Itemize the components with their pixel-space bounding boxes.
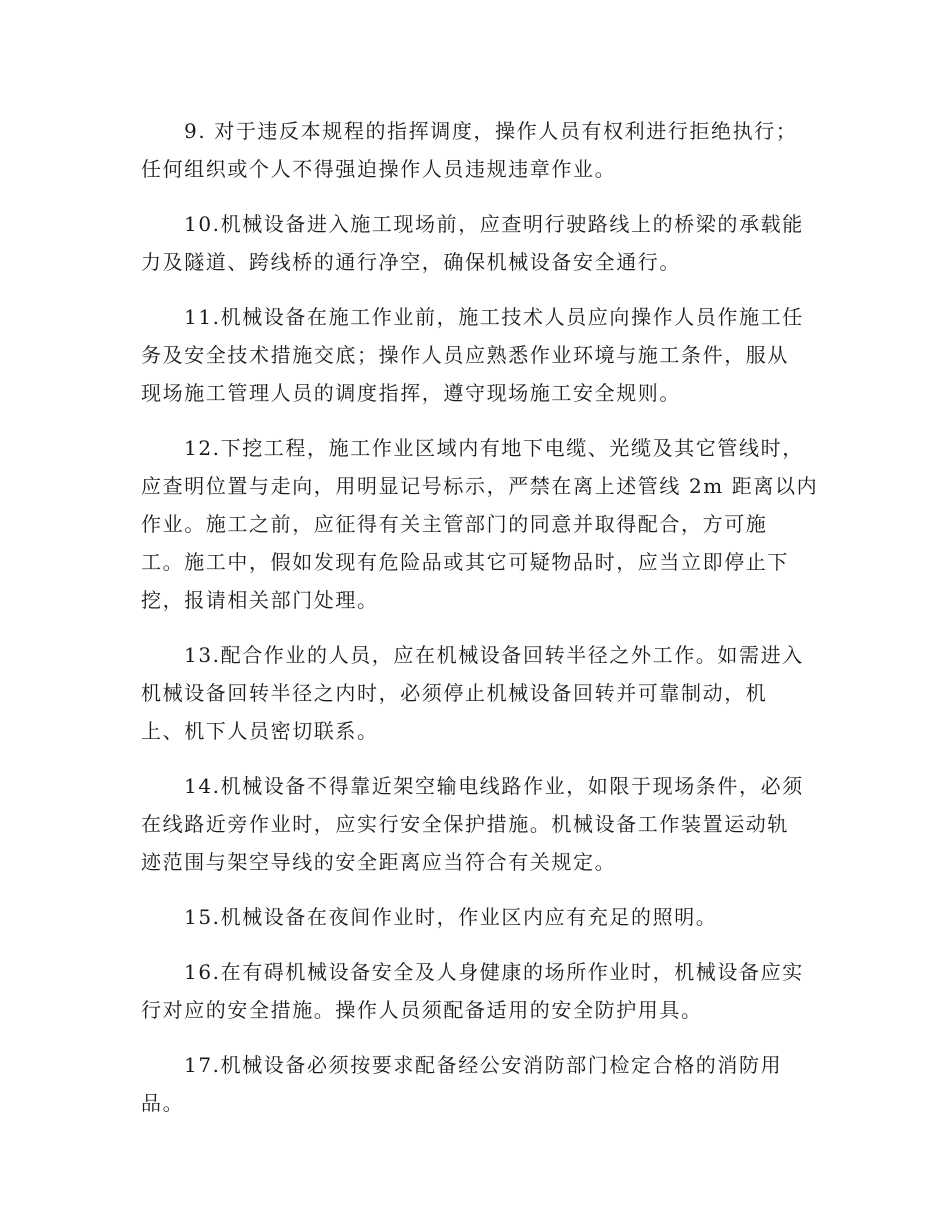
paragraph-14	[141, 767, 811, 881]
paragraph-17	[141, 1046, 811, 1122]
text-line: 务及安全技术措施交底；操作人员应熟悉作业环境与施工条件，服从	[141, 343, 789, 367]
text-line: 工。施工中，假如发现有危险品或其它可疑物品时，应当立即停止下	[141, 550, 789, 574]
text-line: 现场施工管理人员的调度指挥，遵守现场施工安全规则。	[141, 381, 681, 405]
paragraph-13	[141, 636, 811, 750]
text-line: 16.在有碍机械设备安全及人身健康的场所作业时，机械设备应实	[184, 960, 804, 984]
text-line: 挖，报请相关部门处理。	[141, 588, 379, 612]
text-line: 14.机械设备不得靠近架空输电线路作业，如限于现场条件，必须	[184, 774, 804, 798]
text-line: 11.机械设备在施工作业前，施工技术人员应向操作人员作施工任	[184, 305, 804, 329]
text-line: 力及隧道、跨线桥的通行净空，确保机械设备安全通行。	[141, 250, 681, 274]
paragraph-12	[141, 429, 819, 619]
text-line: 12.下挖工程，施工作业区域内有地下电缆、光缆及其它管线时，	[184, 436, 804, 460]
paragraph-11	[141, 298, 811, 412]
document-body	[141, 112, 819, 1139]
text-line: 作业。施工之前，应征得有关主管部门的同意并取得配合，方可施	[141, 512, 768, 536]
text-line: 迹范围与架空导线的安全距离应当符合有关规定。	[141, 850, 617, 874]
text-line: 17.机械设备必须按要求配备经公安消防部门检定合格的消防用	[184, 1053, 783, 1077]
text-line: 上、机下人员密切联系。	[141, 719, 379, 743]
paragraph-10	[141, 205, 811, 281]
text-line: 9. 对于违反本规程的指挥调度，操作人员有权利进行拒绝执行；	[184, 119, 798, 143]
text-line: 10.机械设备进入施工现场前，应查明行驶路线上的桥梁的承载能	[184, 212, 804, 236]
text-line: 行对应的安全措施。操作人员须配备适用的安全防护用具。	[141, 998, 703, 1022]
text-line: 在线路近旁作业时，应实行安全保护措施。机械设备工作装置运动轨	[141, 812, 789, 836]
text-line: 任何组织或个人不得强迫操作人员违规违章作业。	[141, 157, 617, 181]
text-line: 品。	[141, 1091, 185, 1115]
text-line: 机械设备回转半径之内时，必须停止机械设备回转并可靠制动，机	[141, 681, 768, 705]
text-line: 13.配合作业的人员，应在机械设备回转半径之外工作。如需进入	[184, 643, 804, 667]
text-line: 应查明位置与走向，用明显记号标示，严禁在离上述管线 2m 距离以内	[141, 474, 819, 498]
text-line: 15.机械设备在夜间作业时，作业区内应有充足的照明。	[184, 905, 718, 929]
paragraph-9	[141, 112, 811, 188]
paragraph-15	[141, 898, 811, 936]
paragraph-16	[141, 953, 811, 1029]
